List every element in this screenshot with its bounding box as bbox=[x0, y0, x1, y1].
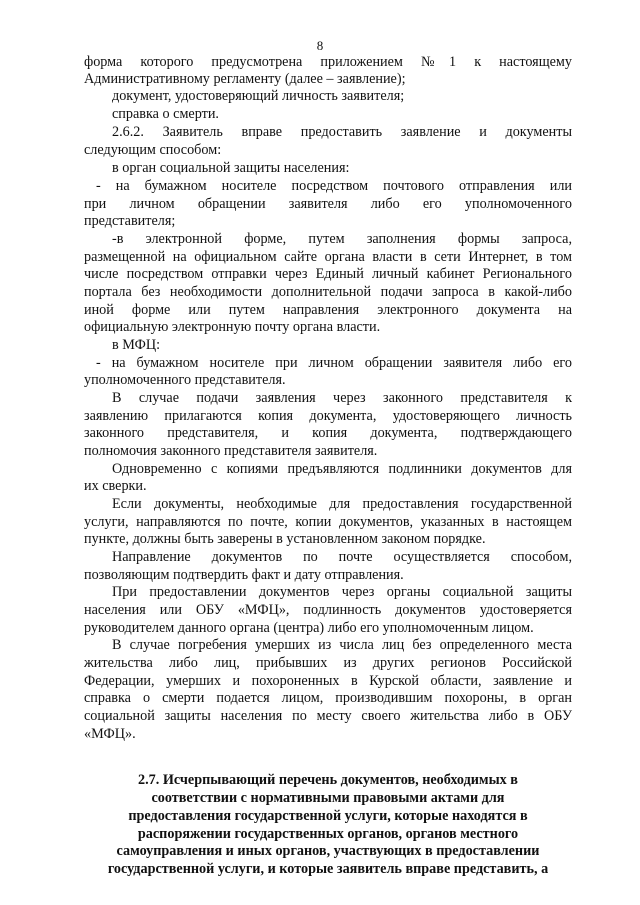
body-line: уполномоченного представителя. bbox=[84, 372, 286, 388]
body-line: 2.6.2. Заявитель вправе предоставить заявление и документы bbox=[112, 124, 572, 140]
body-line: -в электронной форме, путем заполнения формы запроса, bbox=[112, 231, 572, 247]
body-line: в МФЦ: bbox=[112, 337, 161, 353]
body-line: В случае подачи заявления через законного представителя к bbox=[112, 390, 572, 406]
body-line: жительства либо лиц, прибывших из других регионов Российской bbox=[84, 655, 572, 671]
body-line: портала без необходимости дополнительной подачи запроса в какой-либо bbox=[84, 284, 572, 300]
section-heading-line: соответствии с нормативными правовыми актами для bbox=[151, 790, 505, 806]
body-line: позволяющим подтвердить факт и дату отправления. bbox=[84, 567, 404, 583]
section-heading-line: распоряжении государственных органов, органов местного bbox=[137, 826, 519, 842]
body-line: услуги, направляются по почте, копии документов, указанных в настоящем bbox=[84, 514, 572, 530]
body-line: - на бумажном носителе посредством почтового отправления или bbox=[96, 178, 572, 194]
body-line: иной форме или путем направления электронного документа на bbox=[84, 302, 572, 318]
body-line: - на бумажном носителе при личном обращении заявителя либо его bbox=[96, 355, 572, 371]
body-line: Административному регламенту (далее – заявление); bbox=[84, 71, 406, 87]
body-line: Если документы, необходимые для предоставления государственной bbox=[112, 496, 572, 512]
body-line: При предоставлении документов через органы социальной защиты bbox=[112, 584, 572, 600]
body-line: числе посредством отправки через Единый личный кабинет Регионального bbox=[84, 266, 572, 282]
body-line: в орган социальной защиты населения: bbox=[112, 160, 350, 176]
body-line: руководителем данного органа (центра) либо его уполномоченным лицом. bbox=[84, 620, 534, 636]
body-line: следующим способом: bbox=[84, 142, 222, 158]
body-line: документ, удостоверяющий личность заявителя; bbox=[112, 88, 405, 104]
section-heading-line: государственной услуги, и которые заявитель вправе представить, а bbox=[107, 861, 549, 877]
body-line: их сверки. bbox=[84, 478, 147, 494]
body-line: В случае погребения умерших из числа лиц без определенного места bbox=[112, 637, 572, 653]
section-heading-line: самоуправления и иных органов, участвующих в предоставлении bbox=[116, 843, 540, 859]
body-line: представителя; bbox=[84, 213, 176, 229]
body-line: при личном обращении заявителя либо его уполномоченного bbox=[84, 196, 572, 212]
section-heading-line: 2.7. Исчерпывающий перечень документов, необходимых в bbox=[138, 772, 518, 788]
body-line: форма которого предусмотрена приложением №1 к настоящему bbox=[84, 54, 572, 70]
body-line: заявлению прилагаются копия документа, удостоверяющего личность bbox=[84, 408, 572, 424]
body-line: полномочия законного представителя заявителя. bbox=[84, 443, 378, 459]
body-line: справка о смерти. bbox=[112, 106, 219, 122]
body-line: социальной защиты населения по месту своего жительства либо в ОБУ bbox=[84, 708, 572, 724]
body-line: официальную электронную почту органа власти. bbox=[84, 319, 381, 335]
body-line: «МФЦ». bbox=[84, 726, 136, 742]
body-line: Федерации, умерших и похороненных в Курской области, заявление и bbox=[84, 673, 572, 689]
body-line: справка о смерти подается лицом, производившим похороны, в орган bbox=[84, 690, 572, 706]
body-line: законного представителя, и копия документа, подтверждающего bbox=[84, 425, 572, 441]
body-line: Одновременно с копиями предъявляются подлинники документов для bbox=[112, 461, 572, 477]
section-heading-line: предоставления государственной услуги, которые находятся в bbox=[128, 808, 528, 824]
body-line: размещенной на официальном сайте органа власти в сети Интернет, в том bbox=[84, 249, 572, 265]
page-number: 8 bbox=[316, 38, 324, 53]
body-line: населения или ОБУ «МФЦ», подлинность документов удостоверяется bbox=[84, 602, 572, 618]
body-line: пункте, должны быть заверены в установленном законом порядке. bbox=[84, 531, 486, 547]
body-line: Направление документов по почте осуществляется способом, bbox=[112, 549, 572, 565]
